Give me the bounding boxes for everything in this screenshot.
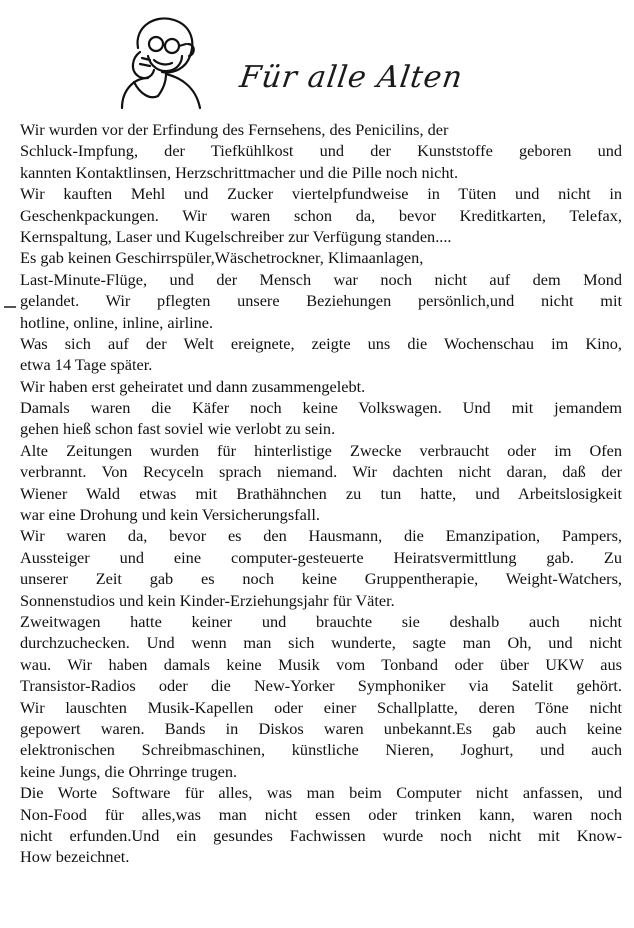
paragraph (20, 611, 622, 697)
paragraph (20, 247, 622, 333)
text-line: Wir lauschten Musik-Kapellen oder einer Schallplatte, deren Töne nicht (20, 697, 622, 717)
text-line: Schluck-Impfung, der Tiefkühlkost und der Kunststoffe geboren und (20, 141, 622, 161)
paragraph (20, 782, 622, 868)
text-line: Was sich auf der Welt ereignete, zeigte uns die Wochenschau im Kino, (20, 333, 622, 353)
text-line: gepowert waren. Bands in Diskos waren unbekannt.Es gab auch keine (20, 718, 622, 738)
paragraph (20, 525, 622, 611)
text-line: Geschenkpackungen. Wir waren schon da, bevor Kreditkarten, Telefax, (20, 205, 622, 225)
text-line: Wir kauften Mehl und Zucker viertelpfundweise in Tüten und nicht in (20, 184, 622, 204)
paragraph (20, 440, 622, 526)
text-line: etwa 14 Tage später. (20, 355, 153, 375)
margin-mark (4, 306, 16, 308)
text-line: Last-Minute-Flüge, und der Mensch war noch nicht auf dem Mond (20, 269, 622, 289)
text-line: keine Jungs, die Ohrringe trugen. (20, 761, 238, 781)
paragraph (20, 376, 622, 397)
text-line: war eine Drohung und kein Versicherungsfall. (20, 505, 320, 525)
text-line: gehen hieß schon fast soviel wie verlobt zu sein. (20, 419, 336, 439)
text-line: Sonnenstudios und kein Kinder-Erziehungsjahr für Väter. (20, 590, 395, 610)
text-line: kannten Kontaktlinsen, Herzschrittmacher und die Pille noch nicht. (20, 162, 459, 182)
text-line: durchzuchecken. Und wenn man sich wunderte, sagte man Oh, und nicht (20, 633, 622, 653)
text-line: gelandet. Wir pflegten unsere Beziehungen persönlich,und nicht mit (20, 291, 622, 311)
text-line: Alte Zeitungen wurden für hinterlistige Zwecke verbraucht oder im Ofen (20, 440, 622, 460)
text-line: Aussteiger und eine computer-gesteuerte Heiratsvermittlung gab. Zu (20, 547, 622, 567)
text-line: Wir wurden vor der Erfindung des Fernsehens, des Penicilins, der (20, 120, 449, 139)
text-line: Non-Food für alles,was man nicht essen oder trinken kann, waren noch (20, 804, 622, 824)
paragraph (20, 183, 622, 247)
paragraph (20, 697, 622, 783)
text-line: Kernspaltung, Laser und Kugelschreiber zur Verfügung standen.... (20, 226, 452, 246)
paragraph (20, 333, 622, 376)
text-line: Wir haben erst geheiratet und dann zusammengelebt. (20, 376, 366, 396)
text-line: How bezeichnet. (20, 847, 130, 867)
text-line: Die Worte Software für alles, was man beim Computer nicht anfassen, und (20, 783, 622, 803)
paragraph (20, 397, 622, 440)
poem-text (20, 119, 622, 868)
text-line: Zweitwagen hatte keiner und brauchte sie deshalb auch nicht (20, 611, 622, 631)
text-line: Es gab keinen Geschirrspüler,Wäschetrockner, Klimaanlagen, (20, 248, 424, 268)
text-line: wau. Wir haben damals keine Musik vom Tonband oder über UKW aus (20, 654, 622, 674)
text-line: Wir waren da, bevor es den Hausmann, die Emanzipation, Pampers, (20, 526, 622, 546)
text-line: Damals waren die Käfer noch keine Volkswagen. Und mit jemandem (20, 398, 622, 418)
text-line: elektronischen Schreibmaschinen, künstliche Nieren, Joghurt, und auch (20, 740, 622, 760)
text-line: verbrannt. Von Recyceln sprach niemand. Wir dachten nicht daran, daß der (20, 462, 622, 482)
text-line: Wiener Wald etwas mit Brathähnchen zu tun hatte, und Arbeitslosigkeit (20, 483, 622, 503)
text-line: nicht erfunden.Und ein gesundes Fachwissen wurde noch nicht mit Know- (20, 825, 622, 845)
page-title: Für alle Alten (237, 60, 466, 95)
text-line: unserer Zeit gab es noch keine Gruppentherapie, Weight-Watchers, (20, 569, 622, 589)
old-man-illustration (100, 8, 220, 113)
text-line: hotline, online, inline, airline. (20, 312, 214, 332)
text-line: Transistor-Radios oder die New-Yorker Symphoniker via Satelit gehört. (20, 676, 622, 696)
paragraph (20, 119, 622, 183)
